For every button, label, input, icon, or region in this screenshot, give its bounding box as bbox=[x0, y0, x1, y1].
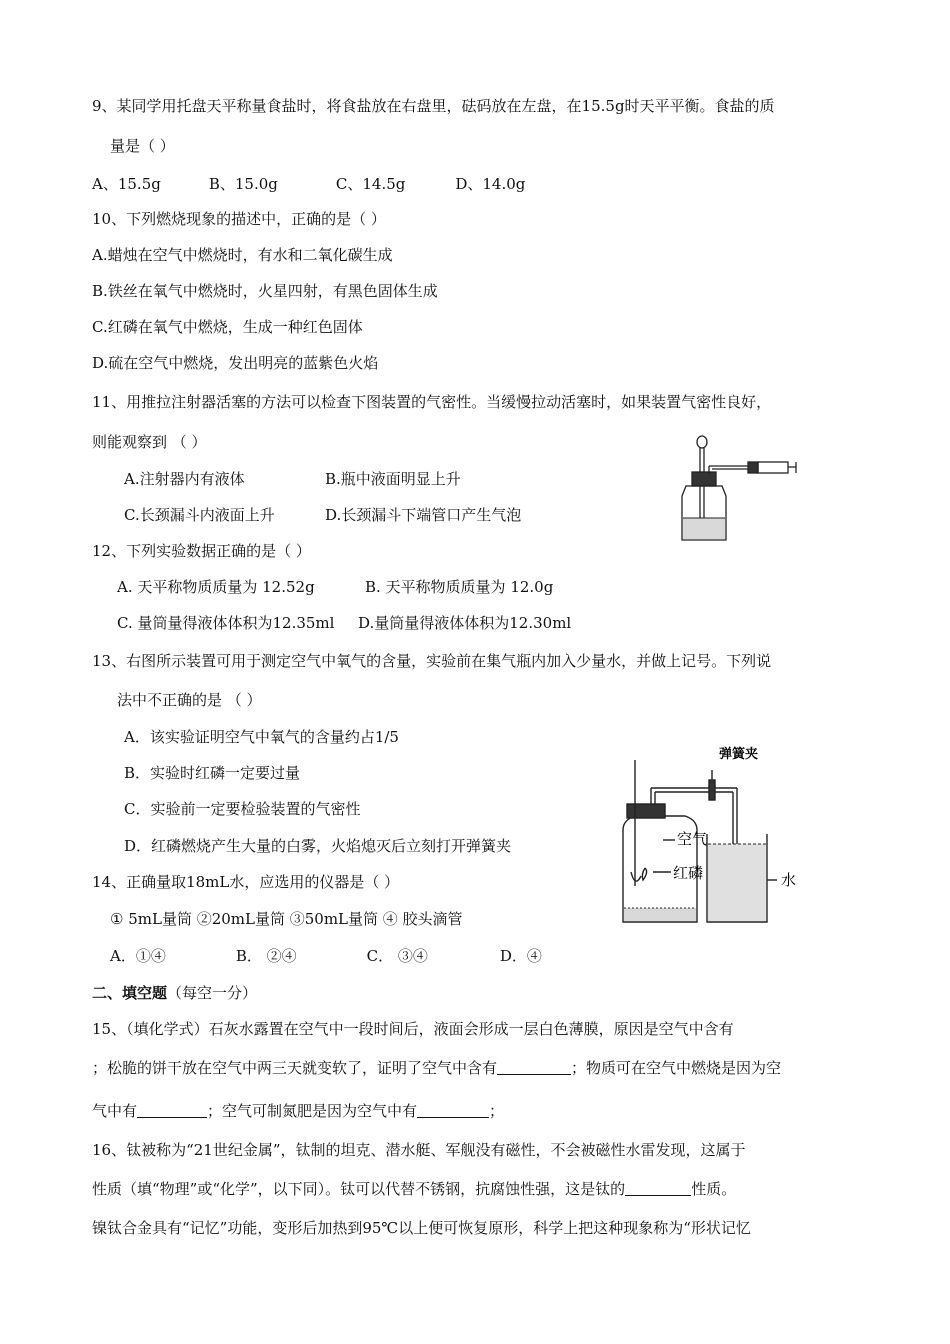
section2-heading bbox=[92, 983, 257, 1003]
label-spring-clamp: 弹簧夹 bbox=[719, 746, 759, 761]
label-water: 水 bbox=[781, 873, 797, 889]
q15-line3-text-a: 气中有 bbox=[92, 1102, 138, 1120]
q16-blank-1[interactable] bbox=[625, 1180, 691, 1196]
q16-line2 bbox=[92, 1179, 736, 1199]
q15-blank-1[interactable] bbox=[497, 1059, 571, 1075]
q10-option-d: D.硫在空气中燃烧，发出明亮的蓝紫色火焰 bbox=[92, 354, 379, 372]
q15-line3 bbox=[92, 1101, 504, 1121]
q15-line3-text-c: ； bbox=[489, 1102, 505, 1120]
q9-option-a: A、15.5g bbox=[92, 175, 161, 193]
q11-stem-line2: 则能观察到 （ ） bbox=[92, 433, 207, 451]
q11-option-b: B.瓶中液面明显上升 bbox=[325, 470, 461, 488]
q10-option-a: A.蜡烛在空气中燃烧时，有水和二氧化碳生成 bbox=[92, 246, 393, 264]
q12-option-b: B. 天平称物质质量为 12.0g bbox=[365, 578, 554, 596]
q14-options bbox=[110, 946, 542, 966]
q13-stem-line2: 法中不正确的是 （ ） bbox=[117, 691, 262, 709]
q14-instruments: ① 5mL量筒 ②20mL量筒 ③50mL量筒 ④ 胶头滴管 bbox=[110, 910, 463, 928]
q13-stem-line1: 13、右图所示装置可用于测定空气中氧气的含量，实验前在集气瓶内加入少量水，并做上记号。下列说 bbox=[92, 652, 772, 670]
q13-option-a: A．该实验证明空气中氧气的含量约占1/5 bbox=[124, 728, 399, 746]
airtightness-apparatus-figure bbox=[676, 432, 800, 544]
q14-option-d: D．④ bbox=[499, 947, 542, 965]
oxygen-content-apparatus-figure bbox=[605, 740, 807, 928]
q15-blank-2[interactable] bbox=[137, 1102, 207, 1118]
q9-options bbox=[92, 174, 525, 194]
q14-stem: 14、正确量取18mL水，应选用的仪器是（ ） bbox=[92, 873, 400, 891]
q10-option-b: B.铁丝在氧气中燃烧时，火星四射，有黑色固体生成 bbox=[92, 282, 438, 300]
q15-line2 bbox=[92, 1058, 781, 1078]
q15-line3-text-b: ；空气可制氮肥是因为空气中有 bbox=[207, 1102, 418, 1120]
q15-blank-3[interactable] bbox=[417, 1102, 489, 1118]
q12-option-d: D.量筒量得液体体积为12.30ml bbox=[358, 614, 572, 632]
q13-option-d: D．红磷燃烧产生大量的白雾，火焰熄灭后立刻打开弹簧夹 bbox=[124, 837, 512, 855]
label-red-phosphorus: 红磷 bbox=[673, 866, 704, 882]
q10-option-c: C.红磷在氧气中燃烧，生成一种红色固体 bbox=[92, 318, 363, 336]
q9-option-c: C、14.5g bbox=[335, 175, 406, 193]
q10-stem: 10、下列燃烧现象的描述中，正确的是（ ） bbox=[92, 210, 386, 228]
section2-note: （每空一分） bbox=[167, 984, 258, 1002]
q12-option-c: C. 量筒量得液体体积为12.35ml bbox=[117, 614, 335, 632]
q9-option-d: D、14.0g bbox=[455, 175, 526, 193]
q16-line2-text-b: 性质。 bbox=[691, 1180, 737, 1198]
q14-option-c: C． ③④ bbox=[366, 947, 428, 965]
q15-line2-text-b: ；物质可在空气中燃烧是因为空 bbox=[571, 1059, 782, 1077]
q14-option-a: A．①④ bbox=[110, 947, 166, 965]
q16-line3: 镍钛合金具有“记忆”功能，变形后加热到95℃以上便可恢复原形，科学上把这种现象称为“形状记忆 bbox=[92, 1219, 751, 1237]
q16-line2-text-a: 性质（填“物理”或“化学”，以下同）。钛可以代替不锈钢，抗腐蚀性强，这是钛的 bbox=[92, 1180, 626, 1198]
q11-option-a: A.注射器内有液体 bbox=[124, 470, 245, 488]
q16-line1: 16、钛被称为“21世纪金属”，钛制的坦克、潜水艇、军舰没有磁性，不会被磁性水雷发现，这属于 bbox=[92, 1141, 746, 1159]
q9-stem-line2: 量是（ ） bbox=[110, 137, 175, 155]
q12-option-a: A. 天平称物质质量为 12.52g bbox=[117, 578, 315, 596]
q9-stem-line1: 9、某同学用托盘天平称量食盐时，将食盐放在右盘里，砝码放在左盘，在15.5g时天平平衡。食盐的质 bbox=[92, 97, 775, 115]
q15-line2-text-a: ；松脆的饼干放在空气中两三天就变软了，证明了空气中含有 bbox=[92, 1059, 498, 1077]
section2-title: 二、填空题 bbox=[92, 984, 168, 1002]
q12-stem: 12、下列实验数据正确的是（ ） bbox=[92, 542, 311, 560]
q11-stem-line1: 11、用推拉注射器活塞的方法可以检查下图装置的气密性。当缓慢拉动活塞时，如果装置气密性良好， bbox=[92, 393, 772, 411]
label-air: 空气 bbox=[677, 832, 708, 848]
q13-option-b: B．实验时红磷一定要过量 bbox=[124, 764, 301, 782]
q9-option-b: B、15.0g bbox=[208, 175, 278, 193]
q15-line1: 15、（填化学式）石灰水露置在空气中一段时间后，液面会形成一层白色薄膜，原因是空气中含有 bbox=[92, 1020, 734, 1038]
q11-option-c: C.长颈漏斗内液面上升 bbox=[124, 506, 275, 524]
q11-option-d: D.长颈漏斗下端管口产生气泡 bbox=[325, 506, 522, 524]
q13-option-c: C．实验前一定要检验装置的气密性 bbox=[124, 800, 361, 818]
q14-option-b: B． ②④ bbox=[235, 947, 297, 965]
